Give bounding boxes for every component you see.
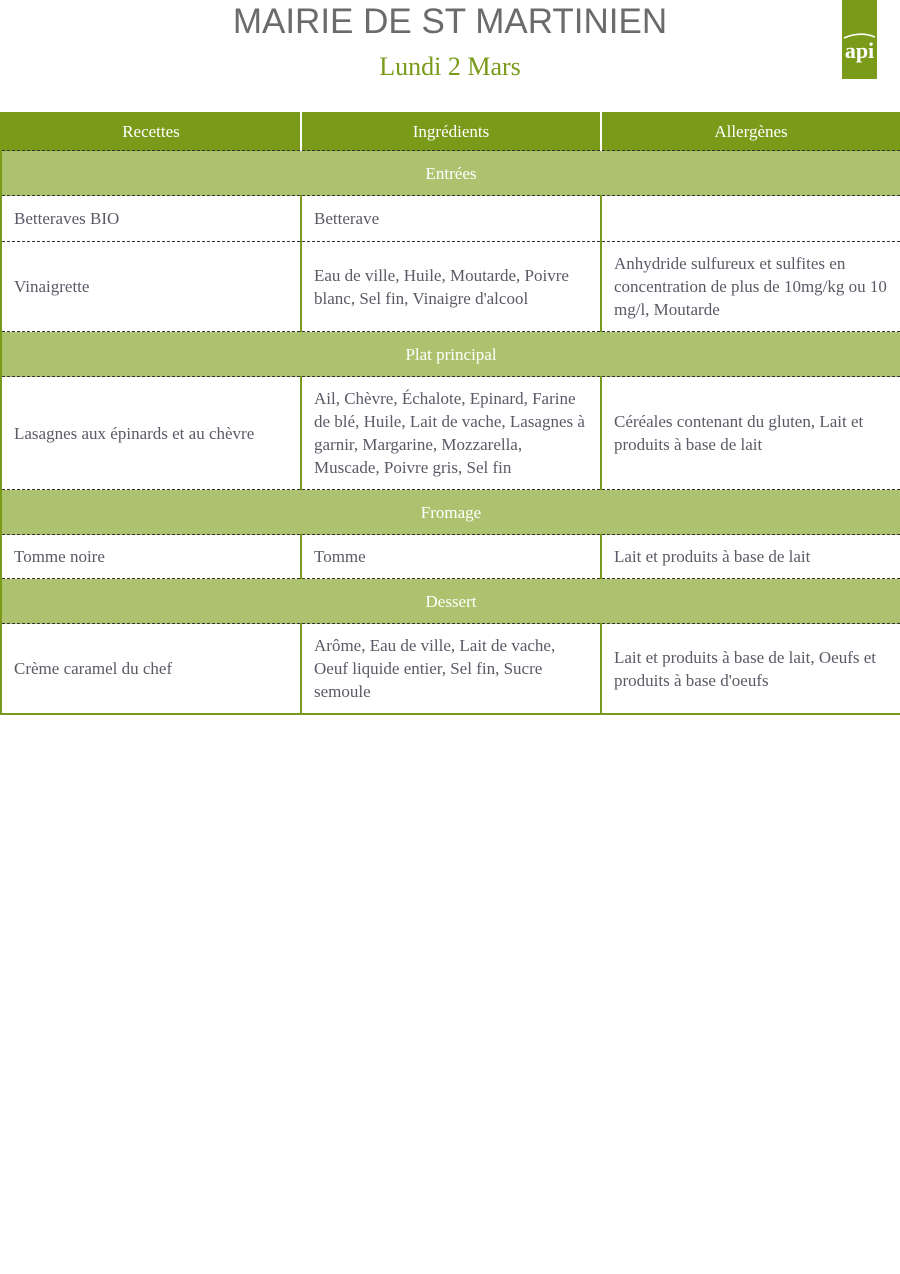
category-row-fromage (1, 490, 900, 535)
ingredients-cell: Betterave (301, 196, 601, 242)
category-row-dessert (1, 579, 900, 624)
logo-text: api (844, 38, 875, 63)
category-row-plat-principal (1, 332, 900, 377)
table-row (1, 242, 900, 332)
ingredients-cell: Eau de ville, Huile, Moutarde, Poivre blanc, Sel fin, Vinaigre d'alcool (301, 242, 601, 332)
allergens-cell: Lait et produits à base de lait, Oeufs et produits à base d'oeufs (601, 624, 900, 715)
ingredients-cell: Ail, Chèvre, Échalote, Epinard, Farine de blé, Huile, Lait de vache, Lasagnes à garnir, Margarine, Mozzarella, Muscade, Poivre gris, Sel fin (301, 377, 601, 490)
allergens-cell (601, 196, 900, 242)
api-logo (842, 0, 877, 79)
category-label: Fromage (1, 490, 900, 535)
ingredients-cell: Arôme, Eau de ville, Lait de vache, Oeuf liquide entier, Sel fin, Sucre semoule (301, 624, 601, 715)
allergens-cell: Anhydride sulfureux et sulfites en concentration de plus de 10mg/kg ou 10 mg/l, Moutarde (601, 242, 900, 332)
recipe-cell: Lasagnes aux épinards et au chèvre (1, 377, 301, 490)
column-header-ingredients: Ingrédients (301, 113, 601, 151)
category-label: Plat principal (1, 332, 900, 377)
table-row (1, 196, 900, 242)
table-row (1, 535, 900, 579)
category-label: Dessert (1, 579, 900, 624)
menu-table (0, 112, 900, 715)
column-header-recipes: Recettes (1, 113, 301, 151)
category-label: Entrées (1, 151, 900, 196)
recipe-cell: Tomme noire (1, 535, 301, 579)
recipe-cell: Vinaigrette (1, 242, 301, 332)
table-row (1, 377, 900, 490)
table-row (1, 624, 900, 715)
recipe-cell: Betteraves BIO (1, 196, 301, 242)
ingredients-cell: Tomme (301, 535, 601, 579)
page-title: MAIRIE DE ST MARTINIEN (232, 2, 668, 41)
menu-date: Lundi 2 Mars (379, 52, 521, 81)
recipe-cell: Crème caramel du chef (1, 624, 301, 715)
table-header-row (1, 113, 900, 151)
category-row-entrees (1, 151, 900, 196)
column-header-allergens: Allergènes (601, 113, 900, 151)
allergens-cell: Lait et produits à base de lait (601, 535, 900, 579)
allergens-cell: Céréales contenant du gluten, Lait et produits à base de lait (601, 377, 900, 490)
